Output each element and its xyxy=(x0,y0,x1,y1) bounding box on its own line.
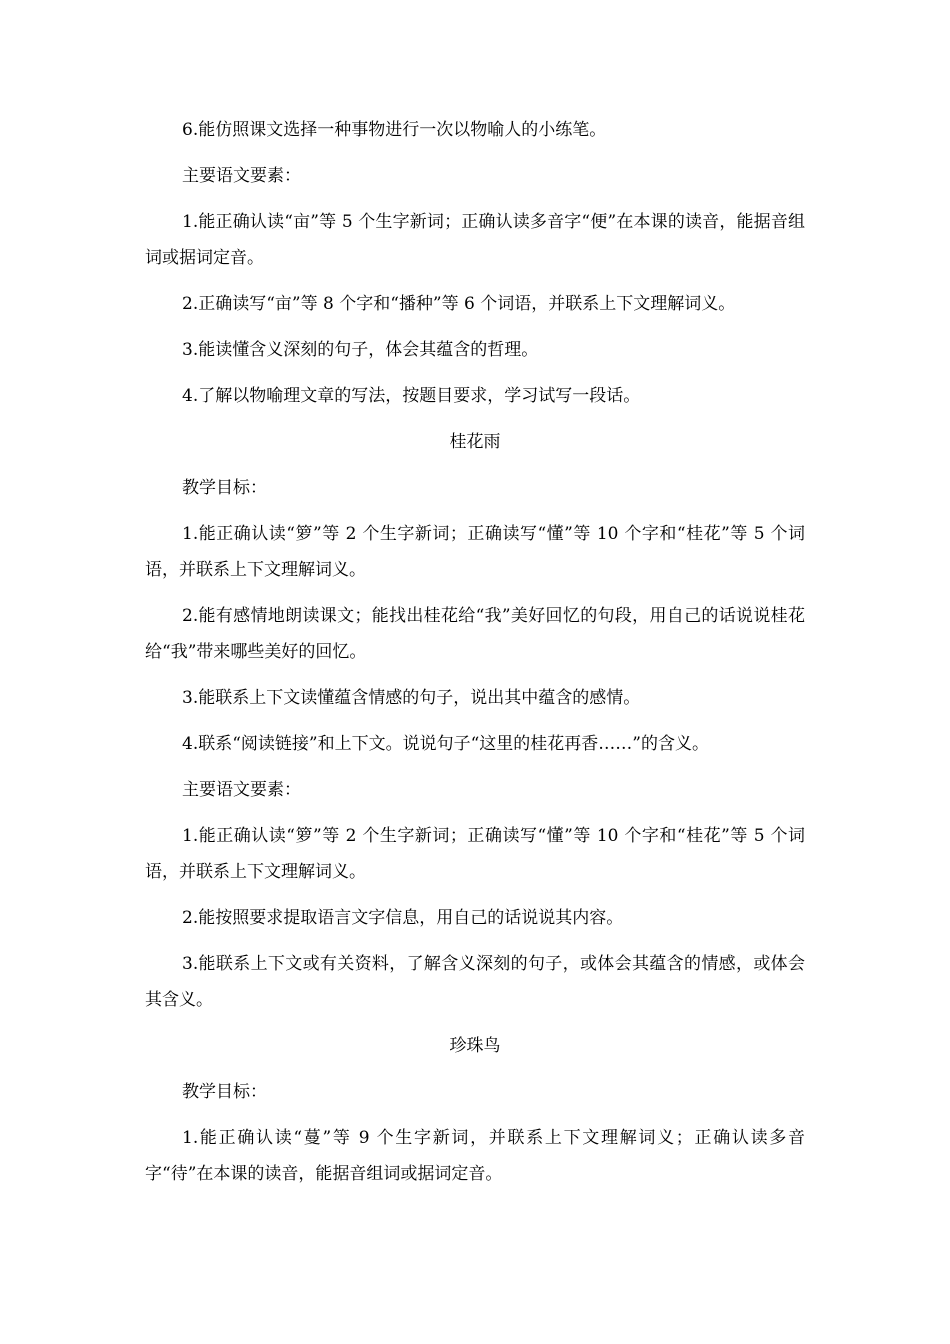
paragraph: 4.了解以物喻理文章的写法，按题目要求，学习试写一段话。 xyxy=(182,386,641,406)
paragraph: 1.能正确认读“亩”等 5 个生字新词；正确认读多音字“便”在本课的读音，能据音组词或据词定音。 xyxy=(145,212,805,268)
paragraph: 1.能正确认读“箩”等 2 个生字新词；正确读写“懂”等 10 个字和“桂花”等 5 个词语，并联系上下文理解词义。 xyxy=(145,826,805,882)
paragraph: 3.能读懂含义深刻的句子，体会其蕴含的哲理。 xyxy=(182,340,539,360)
paragraph: 1.能正确认读“箩”等 2 个生字新词；正确读写“懂”等 10 个字和“桂花”等 5 个词语，并联系上下文理解词义。 xyxy=(145,524,805,580)
section-label: 教学目标： xyxy=(182,1082,267,1102)
section-label: 主要语文要素： xyxy=(182,166,301,186)
lesson-title-guihuayu: 桂花雨 xyxy=(449,432,501,452)
paragraph: 3.能联系上下文或有关资料，了解含义深刻的句子，或体会其蕴含的情感，或体会其含义。 xyxy=(145,954,805,1010)
section-label: 教学目标： xyxy=(182,478,267,498)
paragraph: 6.能仿照课文选择一种事物进行一次以物喻人的小练笔。 xyxy=(182,120,607,140)
paragraph: 2.能按照要求提取语言文字信息，用自己的话说说其内容。 xyxy=(182,908,624,928)
lesson-title-zhenzhuniao: 珍珠鸟 xyxy=(449,1036,501,1056)
paragraph: 2.正确读写“亩”等 8 个字和“播种”等 6 个词语，并联系上下文理解词义。 xyxy=(182,294,736,314)
document-page xyxy=(145,112,805,1202)
paragraph: 2.能有感情地朗读课文；能找出桂花给“我”美好回忆的句段，用自己的话说说桂花给“我”带来哪些美好的回忆。 xyxy=(145,606,805,662)
paragraph: 4.联系“阅读链接”和上下文。说说句子“这里的桂花再香……”的含义。 xyxy=(182,734,709,754)
paragraph: 3.能联系上下文读懂蕴含情感的句子，说出其中蕴含的感情。 xyxy=(182,688,641,708)
section-label: 主要语文要素： xyxy=(182,780,301,800)
paragraph: 1.能正确认读“蔓”等 9 个生字新词，并联系上下文理解词义；正确认读多音字“待”在本课的读音，能据音组词或据词定音。 xyxy=(145,1128,805,1184)
